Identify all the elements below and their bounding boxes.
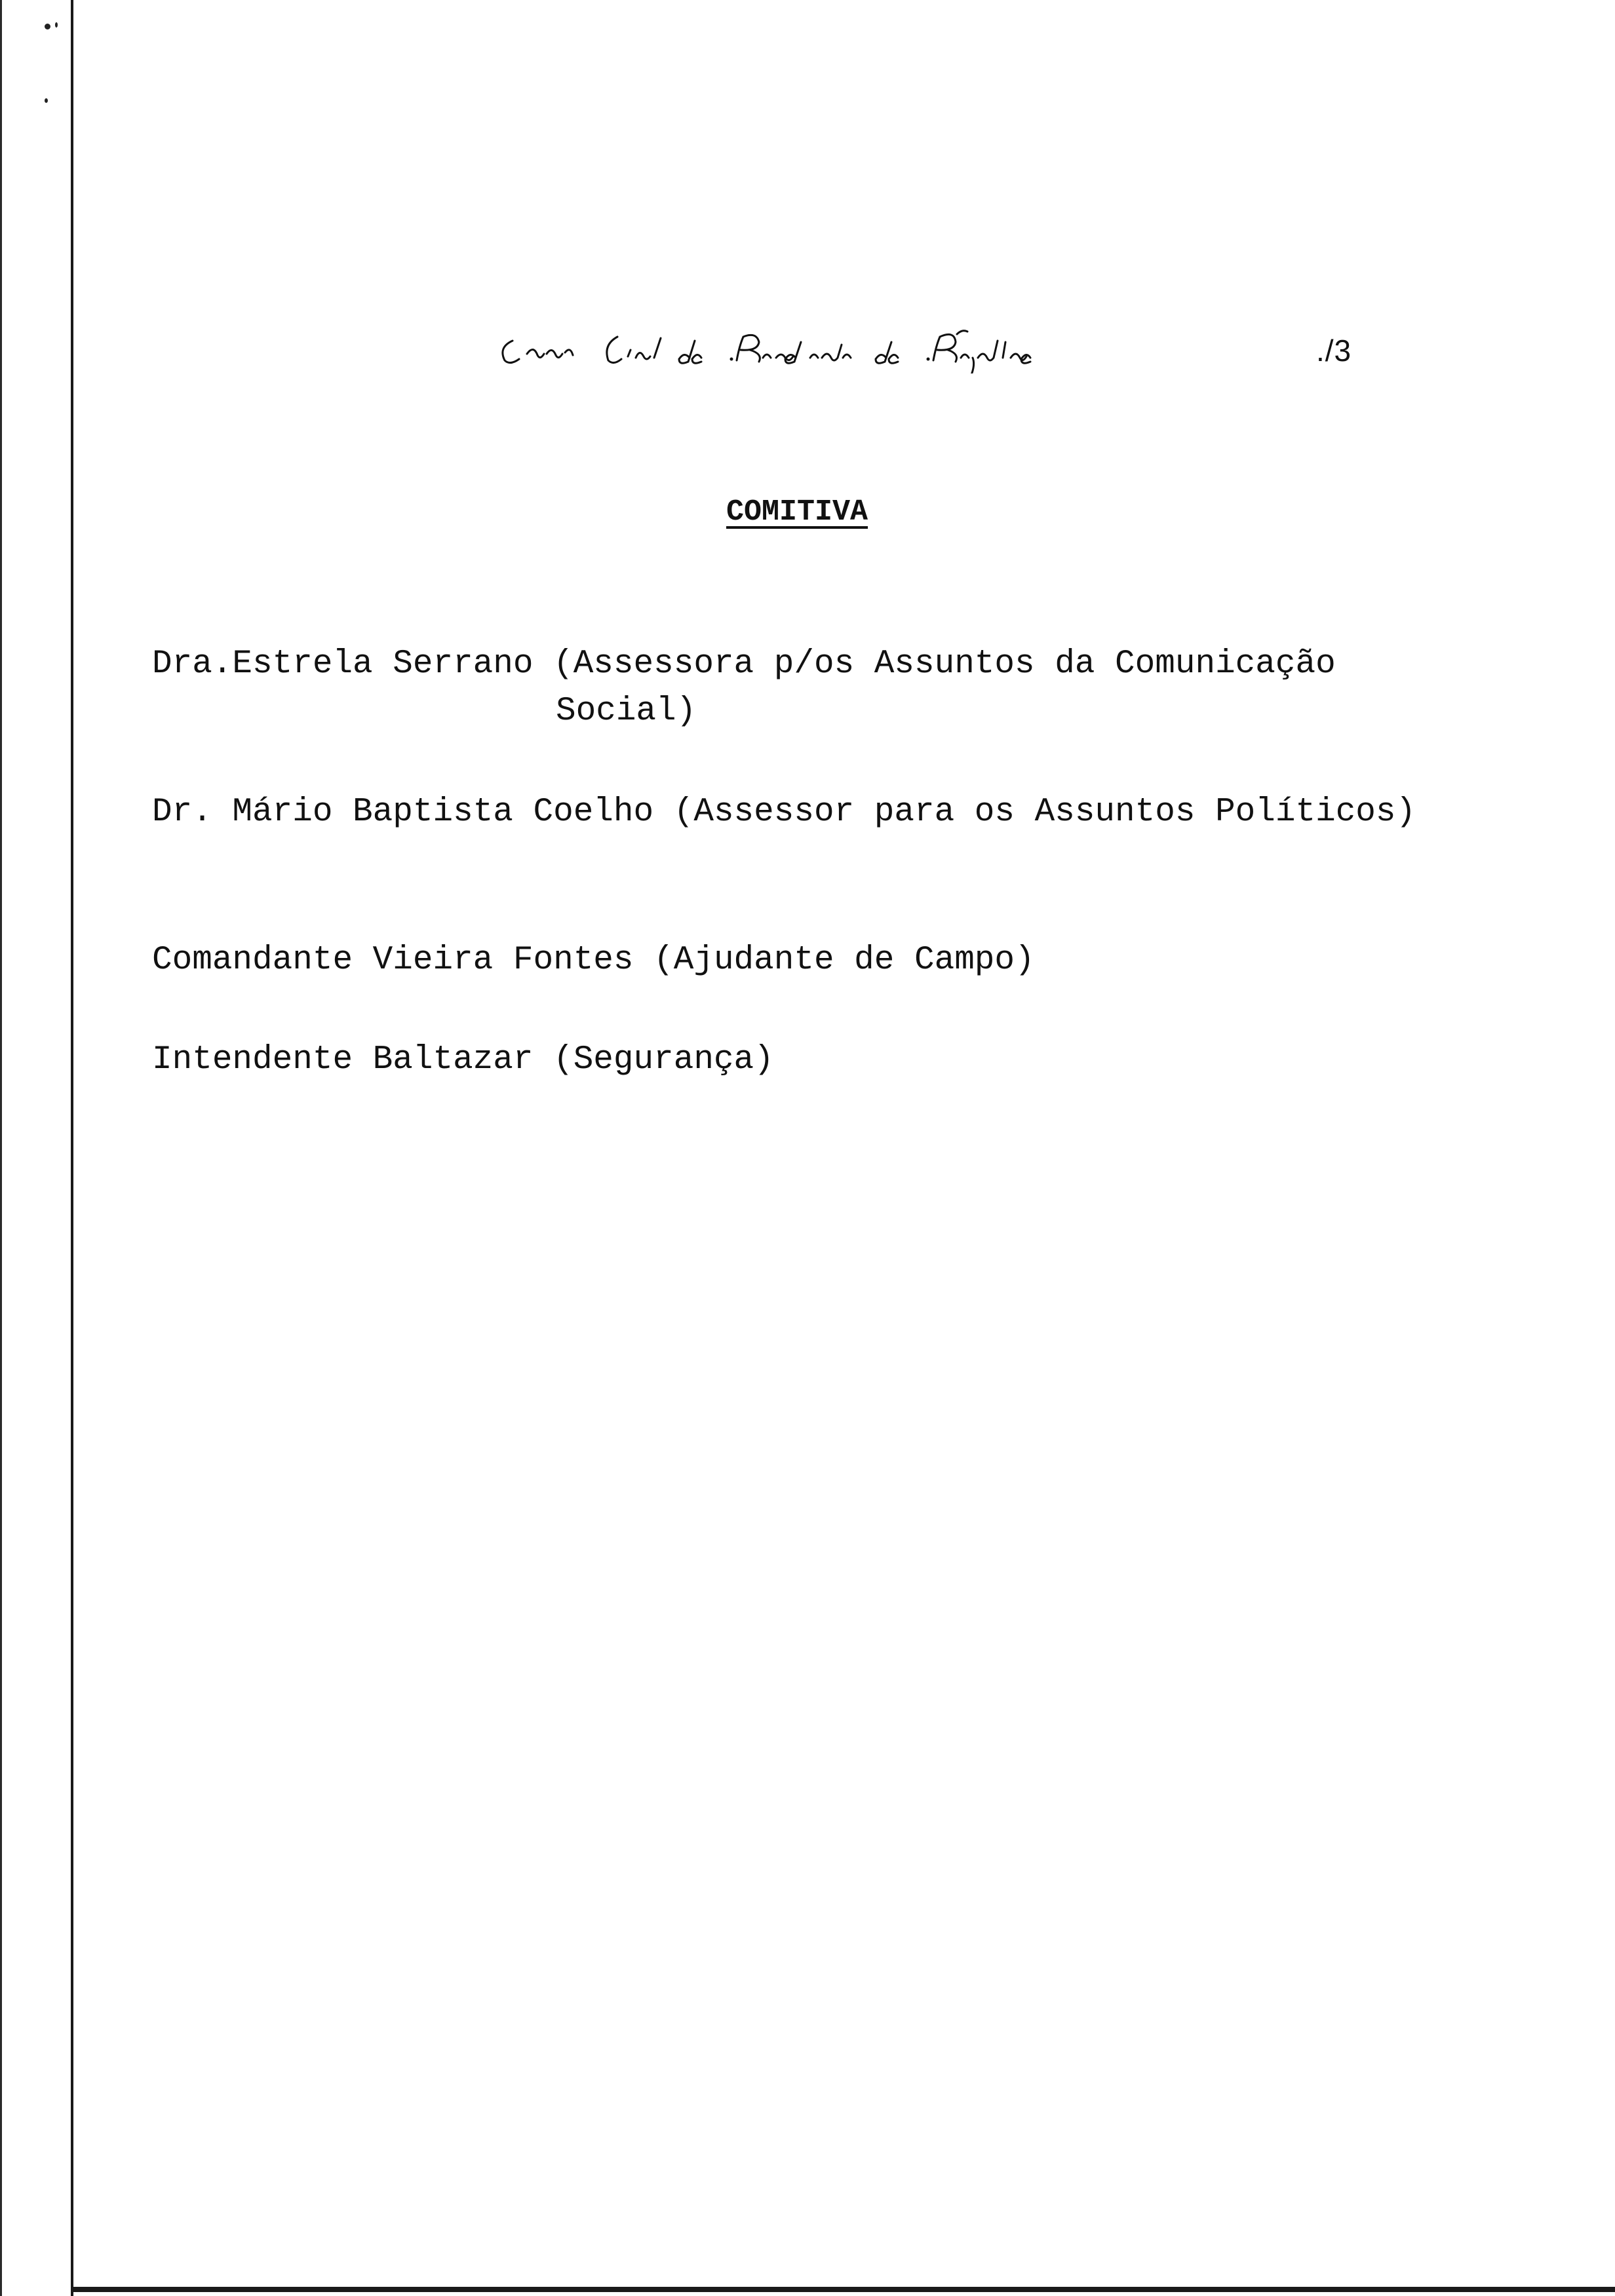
scan-speck — [45, 98, 48, 103]
list-item: Dra.Estrela Serrano (Assessora p/os Assuntos da Comunicação — [152, 645, 1336, 683]
page-border-bottom — [71, 2287, 1615, 2292]
scan-speck — [55, 22, 58, 28]
list-item: Comandante Vieira Fontes (Ajudante de Campo) — [152, 942, 1035, 979]
page-number: ./3 — [1316, 334, 1352, 368]
list-item-continuation: Social) — [556, 693, 697, 730]
scan-speck — [45, 24, 50, 29]
page-border-left — [71, 0, 73, 2296]
page-title: COMITIVA — [726, 495, 868, 529]
list-item: Dr. Mário Baptista Coelho (Assessor para os Assuntos Políticos) — [152, 794, 1416, 831]
scan-edge-left — [0, 0, 2, 2296]
letterhead-script — [493, 321, 1148, 373]
list-item: Intendente Baltazar (Segurança) — [152, 1041, 774, 1079]
letterhead-signature-graphic — [493, 321, 1148, 373]
